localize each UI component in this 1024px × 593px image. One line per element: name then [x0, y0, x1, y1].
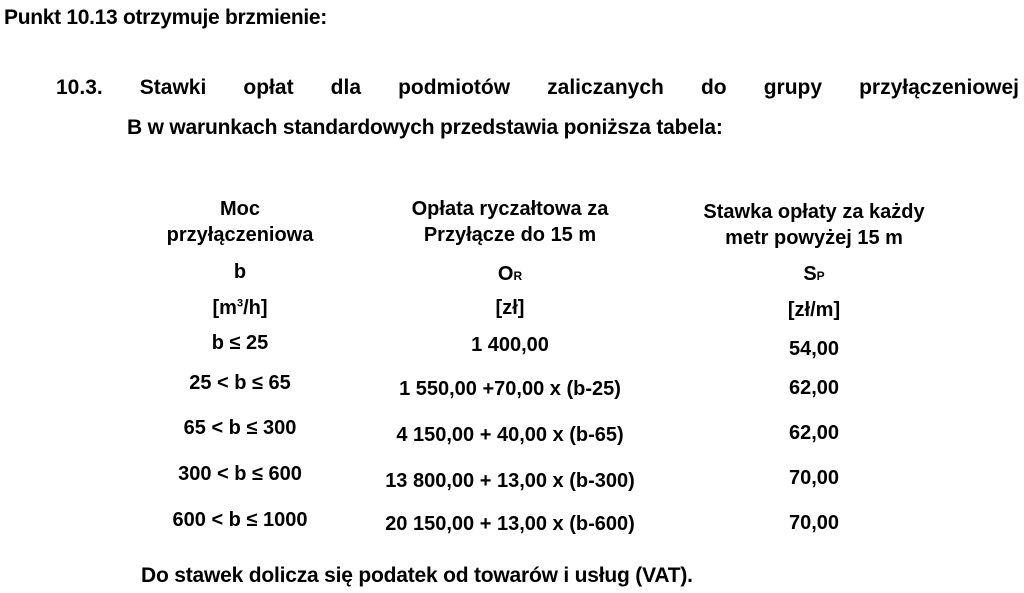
- paragraph-word: podmiotów: [398, 76, 511, 99]
- row-flat-fee: 20 150,00 + 13,00 x (b-600): [385, 513, 635, 535]
- row-rate: 62,00: [788, 377, 840, 399]
- unit-power-main: [m: [212, 297, 237, 319]
- paragraph-word: opłat: [243, 76, 294, 99]
- unit-power-tail: /h]: [243, 297, 268, 319]
- header-flat-fee-line2: Przyłącze do 15 m: [423, 224, 597, 246]
- symbol-flat-fee-main: O: [497, 263, 514, 285]
- header-power-line1: Moc: [220, 198, 260, 220]
- paragraph-word: dla: [330, 76, 361, 99]
- header-rate-line1: Stawka opłaty za każdy: [703, 201, 925, 223]
- unit-rate: [zł/m]: [787, 299, 841, 321]
- row-range: 300 < b ≤ 600: [178, 463, 302, 485]
- vat-note: Do stawek dolicza się podatek od towarów i usług (VAT).: [141, 564, 693, 587]
- symbol-power: b: [233, 261, 247, 283]
- paragraph-line-2: B w warunkach standardowych przedstawia poniższa tabela:: [127, 116, 723, 139]
- row-range: 25 < b ≤ 65: [189, 372, 291, 394]
- row-flat-fee: 1 550,00 +70,00 x (b-25): [399, 378, 621, 400]
- row-range: b ≤ 25: [211, 332, 269, 354]
- symbol-rate-sub: P: [816, 269, 825, 283]
- row-rate: 70,00: [788, 512, 840, 534]
- paragraph-word: Stawki: [139, 76, 207, 99]
- row-flat-fee: 1 400,00: [471, 334, 549, 356]
- paragraph-line-1: [56, 76, 1019, 100]
- header-rate: [686, 199, 942, 251]
- symbol-rate-main: S: [803, 263, 817, 285]
- row-rate: 54,00: [788, 338, 840, 360]
- paragraph-word: do: [700, 76, 727, 99]
- row-range: 65 < b ≤ 300: [183, 417, 297, 439]
- symbol-flat-fee: [340, 263, 680, 286]
- header-flat-fee-line1: Opłata ryczałtowa za: [411, 198, 609, 220]
- unit-flat-fee: [zł]: [495, 297, 525, 319]
- row-rate: 62,00: [788, 422, 840, 444]
- symbol-rate: [686, 263, 942, 286]
- row-range: 600 < b ≤ 1000: [172, 509, 308, 531]
- header-rate-line2: metr powyżej 15 m: [725, 227, 903, 249]
- row-rate: 70,00: [788, 467, 840, 489]
- paragraph-word: przyłączeniowej: [859, 76, 1019, 99]
- unit-power-sup: 3: [236, 297, 244, 310]
- paragraph-word: grupy: [763, 76, 823, 99]
- header-flat-fee: [340, 196, 680, 248]
- intro-text: Punkt 10.13 otrzymuje brzmienie:: [4, 6, 327, 29]
- header-power: [140, 196, 340, 248]
- header-power-line2: przyłączeniowa: [166, 224, 314, 246]
- symbol-flat-fee-sub: R: [513, 269, 523, 283]
- paragraph-word: zaliczanych: [547, 76, 664, 99]
- unit-power: [140, 297, 340, 320]
- row-flat-fee: 13 800,00 + 13,00 x (b-300): [385, 470, 635, 492]
- row-flat-fee: 4 150,00 + 40,00 x (b-65): [396, 424, 624, 446]
- paragraph-number: 10.3.: [56, 76, 103, 99]
